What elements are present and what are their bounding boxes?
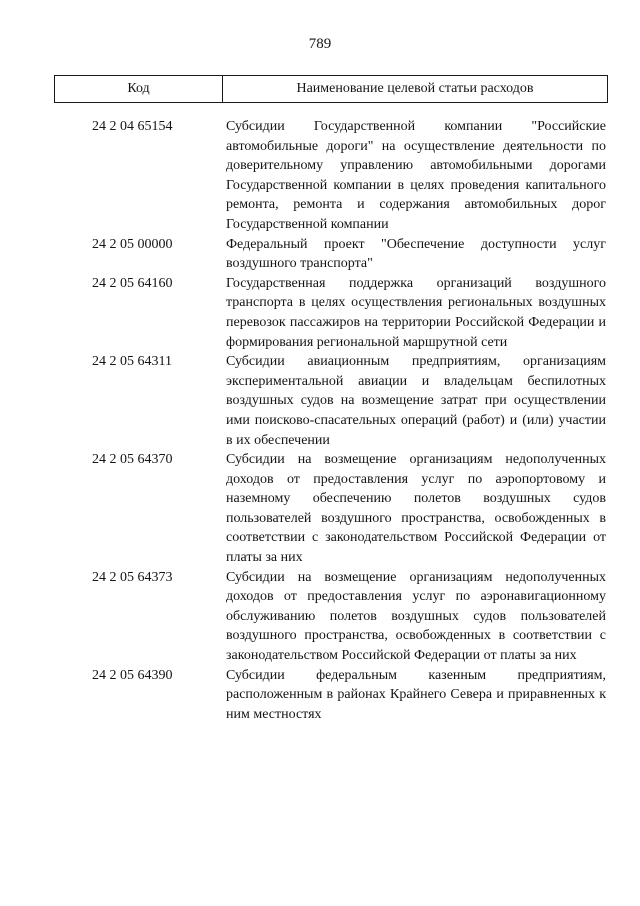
- table-row: [0, 568, 640, 666]
- table-row: [0, 274, 640, 352]
- table-row: [0, 352, 640, 450]
- table-body: [0, 117, 640, 724]
- row-text: Субсидии на возмещение организациям недополученных доходов от предоставления услуг по аэропортовому и наземному обеспечению полетов воздушных судов пользователей воздушного пространства, освобожденных в соответствии с законодательством Российской Федерации от платы за них: [226, 452, 606, 566]
- row-text: Субсидии на возмещение организациям недополученных доходов от предоставления услуг по аэронавигационному обслуживанию полетов воздушных судов пользователей воздушного пространства, освобожденных в соответствии с законодательством Российской Федерации от платы за них: [226, 569, 606, 664]
- table-row: [0, 117, 640, 235]
- row-text: Субсидии авиационным предприятиям, организациям экспериментальной авиации и владельцам беспилотных воздушных судов на возмещение затрат при осуществлении ими поисково-спасательных операций (работ) и (или) участии в их обеспечении: [226, 354, 606, 448]
- table-row: [0, 450, 640, 568]
- row-code: 24 2 05 64373: [92, 569, 173, 585]
- row-text: Федеральный проект "Обеспечение доступности услуг воздушного транспорта": [226, 236, 606, 272]
- page-number: 789: [308, 36, 332, 52]
- table-header: [54, 75, 608, 103]
- header-code: Код: [55, 76, 223, 102]
- row-code: 24 2 04 65154: [92, 119, 173, 134]
- row-text: Субсидии Государственной компании "Российские автомобильные дороги" на осуществление деятельности по доверительному управлению автомобильными дорогами Государственной компании в целях проведения капитального ремонта, ремонта и содержания автомобильных дорог Государственной компании: [226, 119, 606, 232]
- header-name: Наименование целевой статьи расходов: [296, 81, 534, 96]
- row-code: 24 2 05 64370: [92, 452, 173, 468]
- row-text: Государственная поддержка организаций воздушного транспорта в целях осуществления региональных воздушных перевозок пассажиров на территории Российской Федерации и формирования региональной маршрутной сети: [226, 275, 606, 350]
- row-code: 24 2 05 64390: [92, 667, 173, 683]
- table-row: [0, 666, 640, 725]
- row-code: 24 2 05 64160: [92, 275, 173, 291]
- row-code: 24 2 05 64311: [92, 354, 172, 370]
- row-code: 24 2 05 00000: [92, 236, 173, 252]
- row-text: Субсидии федеральным казенным предприятиям, расположенным в районах Крайнего Севера и приравненных к ним местностях: [226, 667, 606, 722]
- table-row: [0, 235, 640, 274]
